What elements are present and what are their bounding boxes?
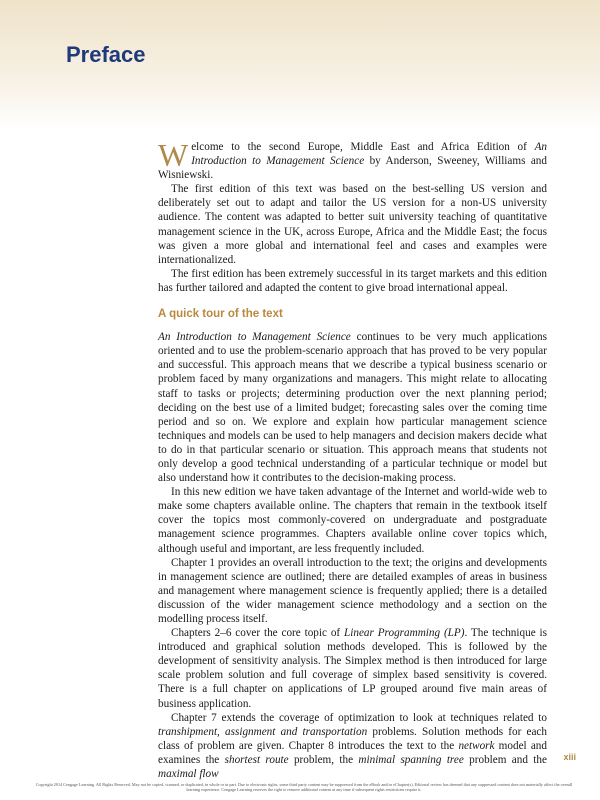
page-number: xiii [563, 752, 576, 762]
emphasis: shortest route [224, 753, 289, 766]
section-heading: A quick tour of the text [158, 308, 283, 321]
paragraph: The first edition of this text was based on the best-selling US version and deliberately set out to adapt and tailor the US version for a non-US university audience. The content was adapted to better suit university teaching of quantitative management science in the UK, across Europe, Africa and the Middle East; the focus was given a more global and international feel and cases and examples were internationalized. [158, 183, 547, 266]
paragraph: An Introduction to Management Science continues to be very much applications oriented and to use the problem-scenario approach that has proved to be very popular and successful. This approach means that we describe a typical business scenario or problem faced by many organizations and managers. This might relate to allocating staff to tasks or projects; determining production over the next planning period; deciding on the best use of a limited budget; forecasting sales over the coming time period and so on. We explore and explain how particular management science techniques and models can be used to help managers and decision makers decide what to do in that particular scenario or situation. This approach means that students not only develop a good technical understanding of a particular technique or model but also understand how it contributes to the decision-making process. [158, 331, 547, 485]
paragraph: Chapters 2–6 cover the core topic of Linear Programming (LP). The technique is introduced and graphical solution methods developed. This is followed by the development of sensitivity analysis. The Simplex method is then introduced for large scale problem solution and full coverage of simplex based sensitivity is covered. There is a full chapter on applications of LP grouped around five main areas of business application. [158, 627, 547, 710]
body-text [158, 137, 547, 781]
page-title: Preface [66, 42, 146, 67]
drop-cap: W [158, 137, 189, 173]
book-title: An Introduction to Management Science [158, 331, 351, 344]
book-title: An Introduction to Management Science [191, 141, 547, 168]
copyright-notice: Copyright 2014 Cengage Learning. All Rights Reserved. May not be copied, scanned, or duplicated, in whole or in part. Due to electronic rights, some third party content may be suppressed from the eBook and/or eChapter(s). Editorial review has deemed that any suppressed content does not materially affect the overall learning experience. Cengage Learning reserves the right to remove additional content at any time if subsequent rights restrictions require it. [35, 782, 573, 793]
paragraph: In this new edition we have taken advantage of the Internet and world-wide web to make some chapters available online. The chapters that remain in the textbook itself cover the topics most commonly-covered on undergraduate and postgraduate management science programmes. Chapters available online cover topics which, although useful and important, are less frequently included. [158, 486, 547, 555]
emphasis: minimal spanning tree [358, 753, 464, 766]
emphasis: transhipment, assignment and transportation [158, 725, 368, 738]
intro-paragraph: Welcome to the second Europe, Middle East and Africa Edition of An Introduction to Management Science by Anderson, Sweeney, Williams and Wisniewski. [158, 137, 547, 182]
emphasis: Linear Programming (LP) [344, 627, 465, 640]
emphasis: network [458, 739, 495, 752]
paragraph: Chapter 1 provides an overall introduction to the text; the origins and developments in management science are outlined; there are detailed examples of areas in business and management where management science is frequently applied; there is a detailed discussion of the wider management science methodology and a section on the modelling process itself. [158, 556, 547, 625]
paragraph: Chapter 7 extends the coverage of optimization to look at techniques related to transhipment, assignment and transportation problems. Solution methods for each class of problem are given. Chapter 8 introduces the text to the network model and examines the shortest route problem, the minimal spanning tree problem and the maximal flow [158, 711, 547, 781]
emphasis: maximal flow [158, 768, 219, 781]
paragraph: The first edition has been extremely successful in its target markets and this edition has further tailored and adapted the content to give broad international appeal. [158, 267, 547, 294]
